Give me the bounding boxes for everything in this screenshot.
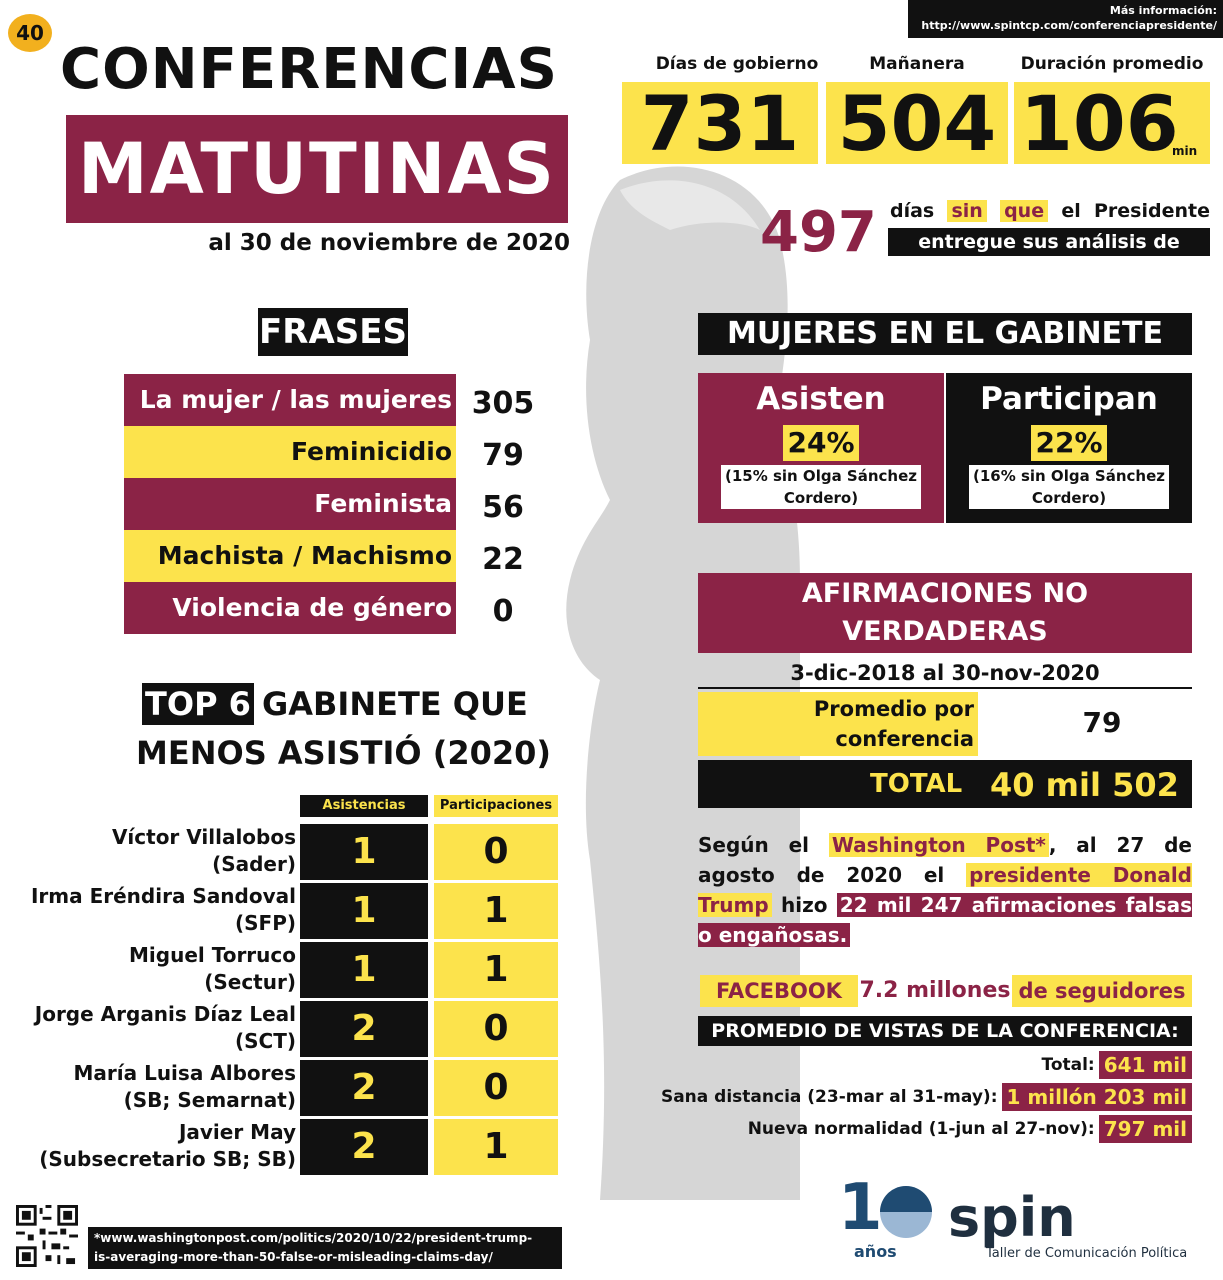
stat-value-mananera: 504	[826, 82, 1008, 164]
frase-label-violencia: Violencia de género	[124, 582, 456, 634]
top6-heading-line1: GABINETE QUE	[262, 685, 528, 723]
cabinet-row-5-name: María Luisa Albores (SB; Semarnat)	[73, 1061, 296, 1112]
more-info-box	[908, 0, 1223, 38]
stat-unit-min: min	[1172, 144, 1198, 158]
logo-number: 1	[838, 1171, 883, 1245]
health-text-line1	[890, 200, 1210, 222]
col-header-asistencias: Asistencias	[300, 795, 428, 817]
col-header-participaciones: Participaciones	[434, 795, 558, 817]
cabinet-row-3-name: Miguel Torruco (Sectur)	[129, 943, 296, 994]
cabinet-row-6-participaciones: 1	[434, 1119, 558, 1175]
cabinet-row-6-name: Javier May (Subsecretario SB; SB)	[39, 1120, 296, 1171]
title-line1: CONFERENCIAS	[60, 37, 558, 102]
frase-label-feminicidio: Feminicidio	[124, 426, 456, 478]
logo-anos: años	[854, 1242, 897, 1261]
cabinet-row-3-participaciones: 1	[434, 942, 558, 998]
top6-heading-line2: MENOS ASISTIÓ (2020)	[136, 734, 552, 772]
facebook-label: FACEBOOK	[700, 975, 858, 1007]
more-info-label: Más información:	[1109, 4, 1217, 17]
logo-tagline: Taller de Comunicación Política	[986, 1246, 1188, 1261]
cabinet-row-6-asistencias: 2	[300, 1119, 428, 1175]
frases-heading: FRASES	[258, 308, 408, 356]
frase-value-machista: 22	[482, 542, 524, 577]
cabinet-row-1-name: Víctor Villalobos (Sader)	[111, 825, 296, 876]
title-line2: MATUTINAS	[66, 115, 568, 223]
mujeres-asisten-card	[698, 373, 944, 523]
facebook-followers-label: de seguidores	[1012, 975, 1192, 1007]
logo-brand: spin	[948, 1186, 1076, 1249]
facebook-followers-value: 7.2 millones	[859, 978, 1011, 1003]
cabinet-row-2-name: Irma Eréndira Sandoval (SFP)	[30, 884, 296, 935]
afirmaciones-heading: AFIRMACIONES NO VERDADERAS	[698, 573, 1192, 653]
cabinet-row-1-asistencias: 1	[300, 824, 428, 880]
cabinet-row-5-participaciones: 0	[434, 1060, 558, 1116]
views-heading: PROMEDIO DE VISTAS DE LA CONFERENCIA:	[698, 1016, 1192, 1046]
qr-code-icon[interactable]	[16, 1205, 78, 1267]
total-label: TOTAL	[870, 769, 963, 799]
top6-label: TOP 6	[142, 683, 254, 725]
stat-label-dias: Días de gobierno	[655, 54, 819, 74]
issue-number-badge: 40	[8, 14, 52, 52]
cabinet-row-2-participaciones: 1	[434, 883, 558, 939]
asisten-pct: 24%	[783, 425, 858, 461]
health-text-line2: entregue sus análisis de salud.	[888, 228, 1210, 256]
more-info-url[interactable]: http://www.spintcp.com/conferenciapresidente/	[921, 19, 1217, 32]
promedio-label: Promedio por conferencia	[698, 692, 978, 756]
mujeres-heading: MUJERES EN EL GABINETE	[698, 313, 1192, 355]
stat-label-duracion: Duración promedio	[1020, 54, 1204, 74]
views-row-nueva-normalidad: Nueva normalidad (1-jun al 27-nov): 797 mil	[690, 1114, 1192, 1144]
frase-label-feminista: Feminista	[124, 478, 456, 530]
cabinet-row-4-name: Jorge Arganis Díaz Leal (SCT)	[34, 1002, 296, 1053]
health-w1: días	[890, 200, 935, 222]
frase-value-violencia: 0	[492, 594, 514, 629]
cabinet-row-4-participaciones: 0	[434, 1001, 558, 1057]
frase-value-feminicidio: 79	[482, 438, 524, 473]
afirmaciones-date-range: 3-dic-2018 al 30-nov-2020	[698, 657, 1192, 689]
health-days-number: 497	[760, 200, 877, 265]
asisten-title: Asisten	[756, 381, 886, 417]
health-w3: que	[1000, 200, 1048, 222]
cabinet-row-5-asistencias: 2	[300, 1060, 428, 1116]
stat-value-duracion: 106	[1014, 82, 1210, 164]
asisten-note: (15% sin Olga Sánchez Cordero)	[721, 465, 921, 509]
stat-value-dias: 731	[622, 82, 818, 164]
frase-label-machista: Machista / Machismo	[124, 530, 456, 582]
cabinet-row-4-asistencias: 2	[300, 1001, 428, 1057]
frase-value-feminista: 56	[482, 490, 524, 525]
frase-value-mujer: 305	[471, 386, 535, 421]
cabinet-row-2-asistencias: 1	[300, 883, 428, 939]
views-row-sana-distancia: Sana distancia (23-mar al 31-may): 1 millón 203 mil	[690, 1082, 1192, 1112]
health-w4: el	[1061, 200, 1081, 222]
total-value: 40 mil 502	[990, 766, 1179, 804]
cabinet-row-1-participaciones: 0	[434, 824, 558, 880]
cabinet-row-3-asistencias: 1	[300, 942, 428, 998]
subtitle-date: al 30 de noviembre de 2020	[208, 230, 570, 256]
mujeres-participan-card	[946, 373, 1192, 523]
participan-pct: 22%	[1031, 425, 1106, 461]
frase-label-mujer: La mujer / las mujeres	[124, 374, 456, 426]
health-w2: sin	[947, 200, 986, 222]
participan-title: Participan	[980, 381, 1158, 417]
health-w5: Presidente	[1093, 200, 1210, 222]
views-row-total: Total: 641 mil	[690, 1050, 1192, 1080]
promedio-value: 79	[1082, 706, 1122, 739]
participan-note: (16% sin Olga Sánchez Cordero)	[969, 465, 1169, 509]
stat-label-mananera: Mañanera	[869, 54, 965, 74]
footnote-source[interactable]: *www.washingtonpost.com/politics/2020/10/22/president-trump- is-averaging-more-than-50-false-or-misleading-claims-day/	[88, 1227, 562, 1269]
washington-post-paragraph: Según el Washington Post* , al 27 de agosto de 2020 el presidente Donald Trump hizo 22 mil 247 afirmaciones falsas o engañosas.	[698, 833, 1192, 947]
